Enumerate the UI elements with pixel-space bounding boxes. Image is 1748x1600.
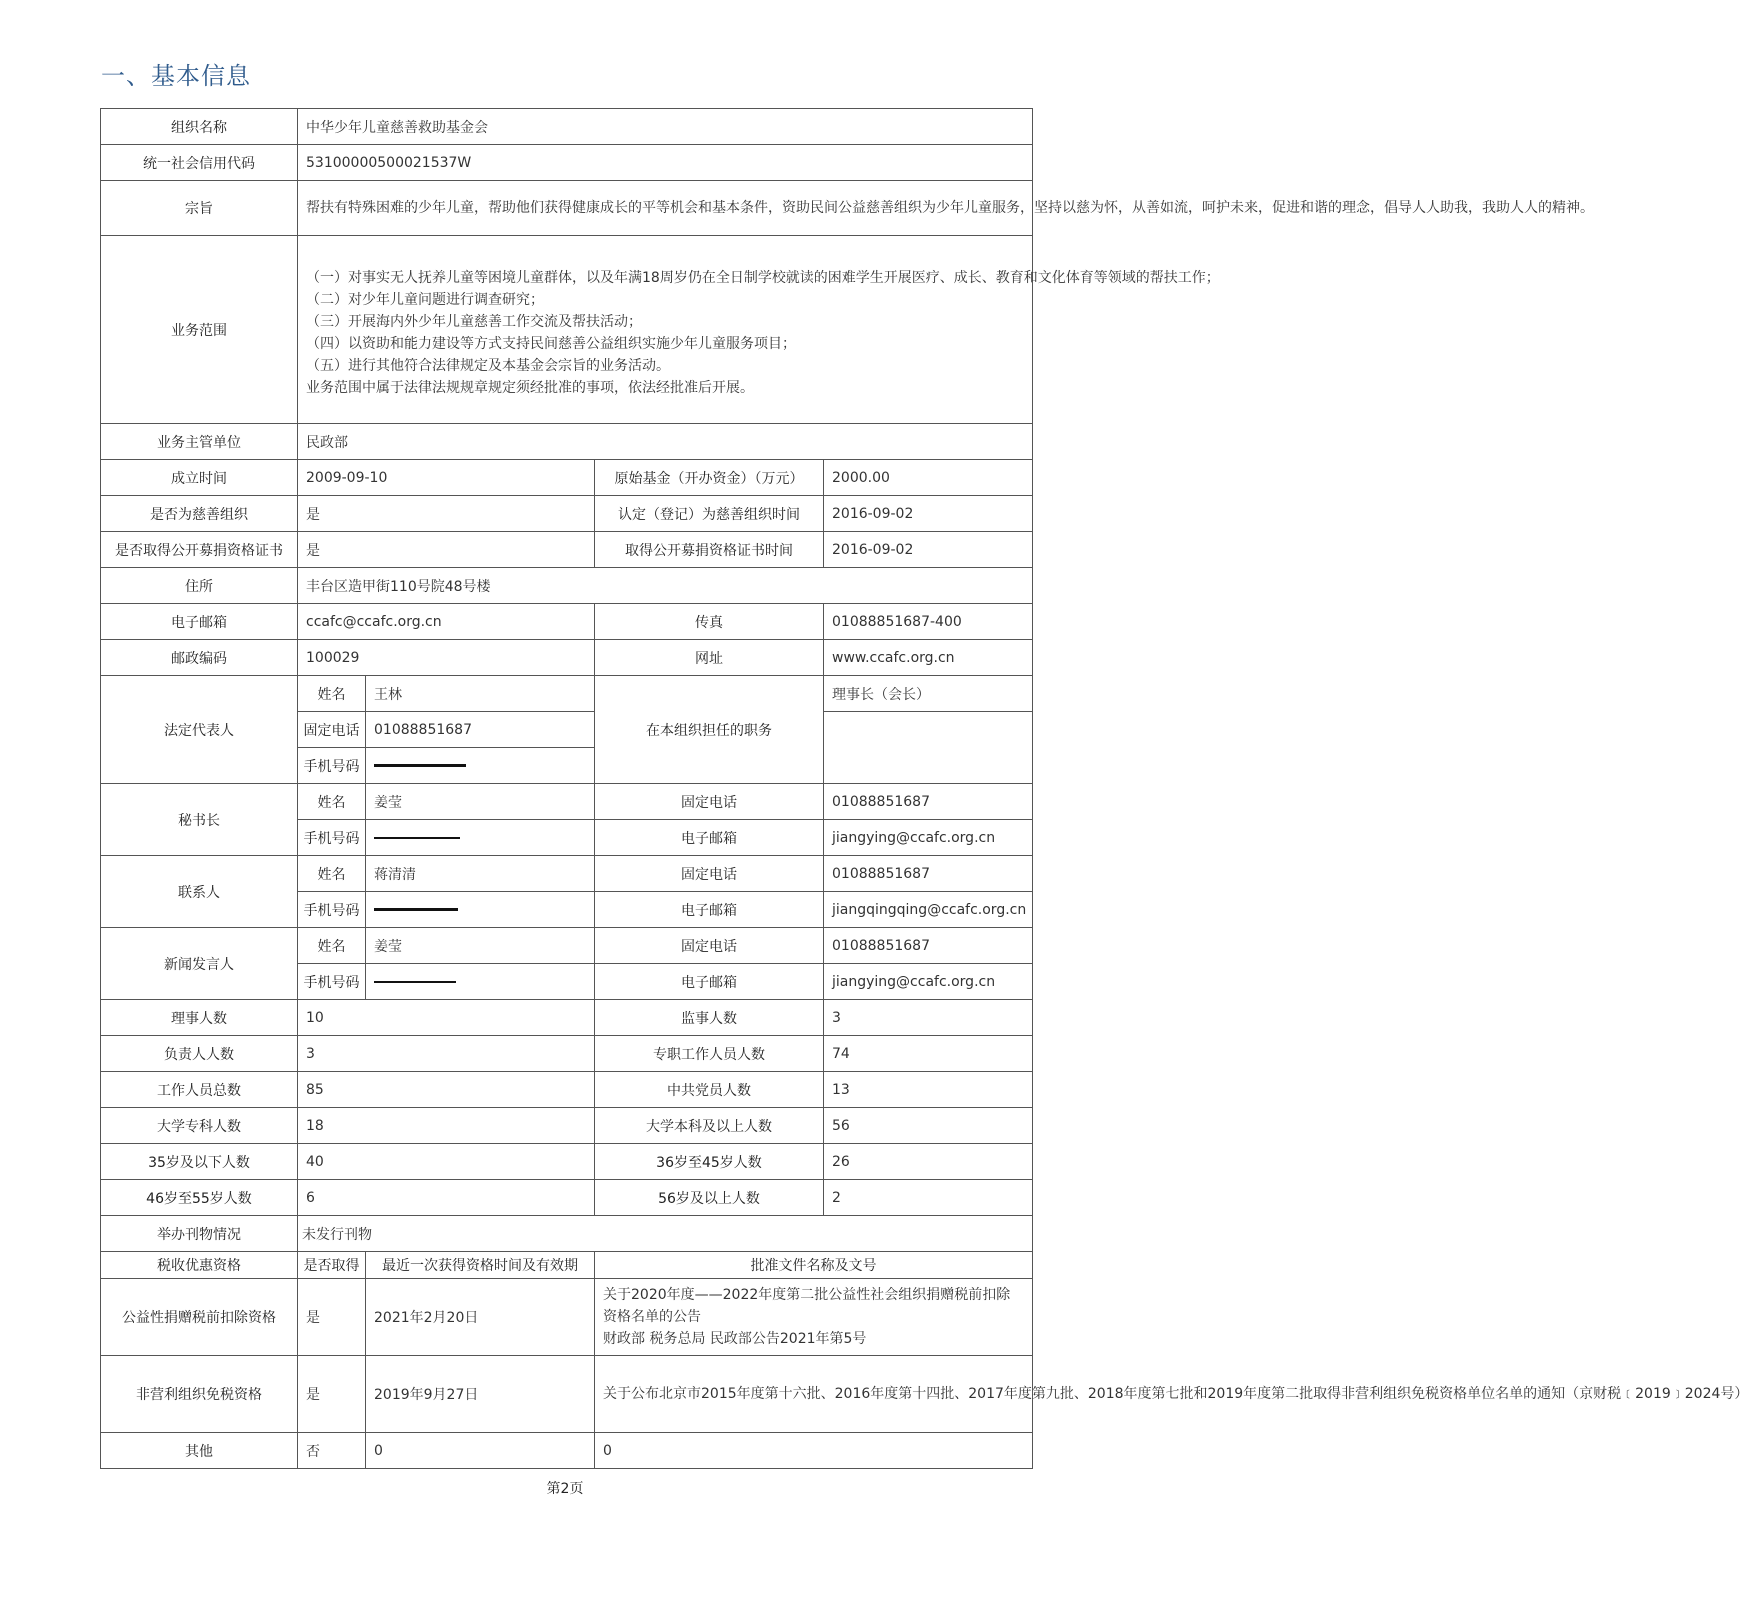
row-postcode	[101, 640, 1033, 676]
fundraising-date-value: 2016-09-02	[824, 532, 1033, 568]
tax-row-doc: 关于公布北京市2015年度第十六批、2016年度第十四批、2017年度第九批、2018年度第七批和2019年度第二批取得非营利组织免税资格单位名单的通知（京财税﹝2019﹞2024号）	[595, 1356, 1033, 1433]
section-title: 一、基本信息	[101, 62, 251, 90]
legal-rep-phone-value: 01088851687	[366, 712, 595, 748]
stat-label: 35岁及以下人数	[101, 1144, 298, 1180]
redaction-bar	[374, 908, 458, 911]
page-number: 第2页	[546, 1481, 584, 1497]
fundraising-date-label: 取得公开募捐资格证书时间	[595, 532, 824, 568]
postcode-value: 100029	[298, 640, 595, 676]
stat-value: 18	[298, 1108, 595, 1144]
secretary-phone-label: 固定电话	[595, 784, 824, 820]
contact-label: 联系人	[101, 856, 298, 928]
fund-label: 原始基金（开办资金）（万元）	[595, 460, 824, 496]
row-legal-rep-name	[101, 676, 1033, 712]
stat-value: 10	[298, 1000, 595, 1036]
purpose-label: 宗旨	[101, 181, 298, 236]
row-credit-code	[101, 145, 1033, 181]
contact-phone-label: 固定电话	[595, 856, 824, 892]
contact-email-value: jiangqingqing@ccafc.org.cn	[824, 892, 1033, 928]
redaction-bar	[374, 981, 456, 983]
stat-label: 工作人员总数	[101, 1072, 298, 1108]
legal-rep-label: 法定代表人	[101, 676, 298, 784]
stat-label-2: 36岁至45岁人数	[595, 1144, 824, 1180]
stats-row	[101, 1108, 1033, 1144]
tax-row-obtained: 是	[298, 1279, 366, 1356]
row-org-name	[101, 109, 1033, 145]
legal-rep-mobile-label: 手机号码	[298, 748, 366, 784]
stat-label-2: 中共党员人数	[595, 1072, 824, 1108]
stats-row	[101, 1180, 1033, 1216]
stat-value-2: 13	[824, 1072, 1033, 1108]
tax-row-doc: 关于2020年度——2022年度第二批公益性社会组织捐赠税前扣除资格名单的公告 财政部 税务总局 民政部公告2021年第5号	[595, 1279, 1033, 1356]
secretary-mobile-label: 手机号码	[298, 820, 366, 856]
legal-rep-mobile-value	[366, 748, 595, 784]
address-label: 住所	[101, 568, 298, 604]
tax-row-date: 2021年2月20日	[366, 1279, 595, 1356]
tax-row-doc: 0	[595, 1433, 1033, 1469]
stats-row	[101, 1144, 1033, 1180]
tax-row	[101, 1356, 1033, 1433]
spokesperson-email-label: 电子邮箱	[595, 964, 824, 1000]
legal-rep-name-value: 王林	[366, 676, 595, 712]
website-label: 网址	[595, 640, 824, 676]
secretary-mobile-value	[366, 820, 595, 856]
fax-label: 传真	[595, 604, 824, 640]
scope-line: （二）对少年儿童问题进行调查研究；	[306, 291, 544, 308]
spokesperson-email-value: jiangying@ccafc.org.cn	[824, 964, 1033, 1000]
spokesperson-phone-value: 01088851687	[824, 928, 1033, 964]
stat-value-2: 74	[824, 1036, 1033, 1072]
tax-row-obtained: 否	[298, 1433, 366, 1469]
secretary-name-label: 姓名	[298, 784, 366, 820]
redaction-bar	[374, 764, 466, 767]
row-publication	[101, 1216, 1033, 1252]
authority-label: 业务主管单位	[101, 424, 298, 460]
tax-row-label: 非营利组织免税资格	[101, 1356, 298, 1433]
row-established	[101, 460, 1033, 496]
authority-value: 民政部	[298, 424, 1033, 460]
fundraising-value: 是	[298, 532, 595, 568]
email-label: 电子邮箱	[101, 604, 298, 640]
secretary-phone-value: 01088851687	[824, 784, 1033, 820]
tax-row	[101, 1433, 1033, 1469]
secretary-email-label: 电子邮箱	[595, 820, 824, 856]
contact-mobile-value	[366, 892, 595, 928]
spokesperson-name-value: 姜莹	[366, 928, 595, 964]
position-label: 在本组织担任的职务	[595, 676, 824, 784]
row-fundraising	[101, 532, 1033, 568]
position-blank	[824, 712, 1033, 784]
row-authority	[101, 424, 1033, 460]
row-contact-name	[101, 856, 1033, 892]
stat-value: 6	[298, 1180, 595, 1216]
tax-row-date: 2019年9月27日	[366, 1356, 595, 1433]
email-value: ccafc@ccafc.org.cn	[298, 604, 595, 640]
tax-header-col4: 批准文件名称及文号	[595, 1252, 1033, 1279]
spokesperson-phone-label: 固定电话	[595, 928, 824, 964]
tax-row	[101, 1279, 1033, 1356]
established-label: 成立时间	[101, 460, 298, 496]
stat-label: 大学专科人数	[101, 1108, 298, 1144]
scope-value	[298, 236, 1220, 424]
tax-row-date: 0	[366, 1433, 595, 1469]
row-tax-header	[101, 1252, 1033, 1279]
secretary-email-value: jiangying@ccafc.org.cn	[824, 820, 1033, 856]
scope-line: 业务范围中属于法律法规规章规定须经批准的事项，依法经批准后开展。	[306, 379, 754, 396]
scope-line: （五）进行其他符合法律规定及本基金会宗旨的业务活动。	[306, 357, 670, 374]
scope-line: （三）开展海内外少年儿童慈善工作交流及帮扶活动；	[306, 313, 642, 330]
stat-value-2: 3	[824, 1000, 1033, 1036]
scope-line: （一）对事实无人抚养儿童等困境儿童群体，以及年满18周岁仍在全日制学校就读的困难学生开展医疗、成长、教育和文化体育等领域的帮扶工作；	[306, 269, 1220, 286]
legal-rep-name-label: 姓名	[298, 676, 366, 712]
tax-row-label: 公益性捐赠税前扣除资格	[101, 1279, 298, 1356]
stat-label: 负责人人数	[101, 1036, 298, 1072]
row-purpose	[101, 181, 1033, 236]
stats-row	[101, 1072, 1033, 1108]
stat-label-2: 专职工作人员人数	[595, 1036, 824, 1072]
row-email	[101, 604, 1033, 640]
contact-name-label: 姓名	[298, 856, 366, 892]
stat-value: 85	[298, 1072, 595, 1108]
spokesperson-mobile-value	[366, 964, 595, 1000]
org-name-value: 中华少年儿童慈善救助基金会	[298, 109, 1033, 145]
credit-code-label: 统一社会信用代码	[101, 145, 298, 181]
secretary-label: 秘书长	[101, 784, 298, 856]
tax-header-col2: 是否取得	[298, 1252, 366, 1279]
fax-value: 01088851687-400	[824, 604, 1033, 640]
publication-label: 举办刊物情况	[101, 1216, 298, 1252]
basic-info-table	[100, 108, 1748, 1469]
tax-row-label: 其他	[101, 1433, 298, 1469]
org-name-label: 组织名称	[101, 109, 298, 145]
charity-value: 是	[298, 496, 595, 532]
scope-line: （四）以资助和能力建设等方式支持民间慈善公益组织实施少年儿童服务项目；	[306, 335, 796, 352]
purpose-value: 帮扶有特殊困难的少年儿童，帮助他们获得健康成长的平等机会和基本条件，资助民间公益慈善组织为少年儿童服务，坚持以慈为怀，从善如流，呵护未来，促进和谐的理念，倡导人人助我，我助人人的精神。	[298, 181, 1033, 236]
stat-label-2: 56岁及以上人数	[595, 1180, 824, 1216]
redaction-bar	[374, 837, 460, 839]
stat-label: 理事人数	[101, 1000, 298, 1036]
contact-email-label: 电子邮箱	[595, 892, 824, 928]
spokesperson-name-label: 姓名	[298, 928, 366, 964]
contact-phone-value: 01088851687	[824, 856, 1033, 892]
tax-header-col3: 最近一次获得资格时间及有效期	[366, 1252, 595, 1279]
publication-value: 未发行刊物	[298, 1216, 1033, 1252]
row-spokesperson-name	[101, 928, 1033, 964]
stat-value-2: 26	[824, 1144, 1033, 1180]
charity-date-label: 认定（登记）为慈善组织时间	[595, 496, 824, 532]
secretary-name-value: 姜莹	[366, 784, 595, 820]
stats-row	[101, 1000, 1033, 1036]
legal-rep-phone-label: 固定电话	[298, 712, 366, 748]
spokesperson-mobile-label: 手机号码	[298, 964, 366, 1000]
row-charity	[101, 496, 1033, 532]
stat-value-2: 2	[824, 1180, 1033, 1216]
row-secretary-name	[101, 784, 1033, 820]
charity-label: 是否为慈善组织	[101, 496, 298, 532]
established-value: 2009-09-10	[298, 460, 595, 496]
fund-value: 2000.00	[824, 460, 1033, 496]
stat-value: 3	[298, 1036, 595, 1072]
stat-value-2: 56	[824, 1108, 1033, 1144]
tax-header-col1: 税收优惠资格	[101, 1252, 298, 1279]
scope-label: 业务范围	[101, 236, 298, 424]
stat-label: 46岁至55岁人数	[101, 1180, 298, 1216]
row-scope	[101, 236, 1033, 424]
fundraising-label: 是否取得公开募捐资格证书	[101, 532, 298, 568]
credit-code-value: 53100000500021537W	[298, 145, 1033, 181]
tax-row-obtained: 是	[298, 1356, 366, 1433]
spokesperson-label: 新闻发言人	[101, 928, 298, 1000]
row-address	[101, 568, 1033, 604]
postcode-label: 邮政编码	[101, 640, 298, 676]
position-value: 理事长（会长）	[824, 676, 1033, 712]
charity-date-value: 2016-09-02	[824, 496, 1033, 532]
website-value: www.ccafc.org.cn	[824, 640, 1033, 676]
contact-name-value: 蒋清清	[366, 856, 595, 892]
stat-label-2: 大学本科及以上人数	[595, 1108, 824, 1144]
stat-label-2: 监事人数	[595, 1000, 824, 1036]
stat-value: 40	[298, 1144, 595, 1180]
address-value: 丰台区造甲街110号院48号楼	[298, 568, 1033, 604]
stats-row	[101, 1036, 1033, 1072]
contact-mobile-label: 手机号码	[298, 892, 366, 928]
